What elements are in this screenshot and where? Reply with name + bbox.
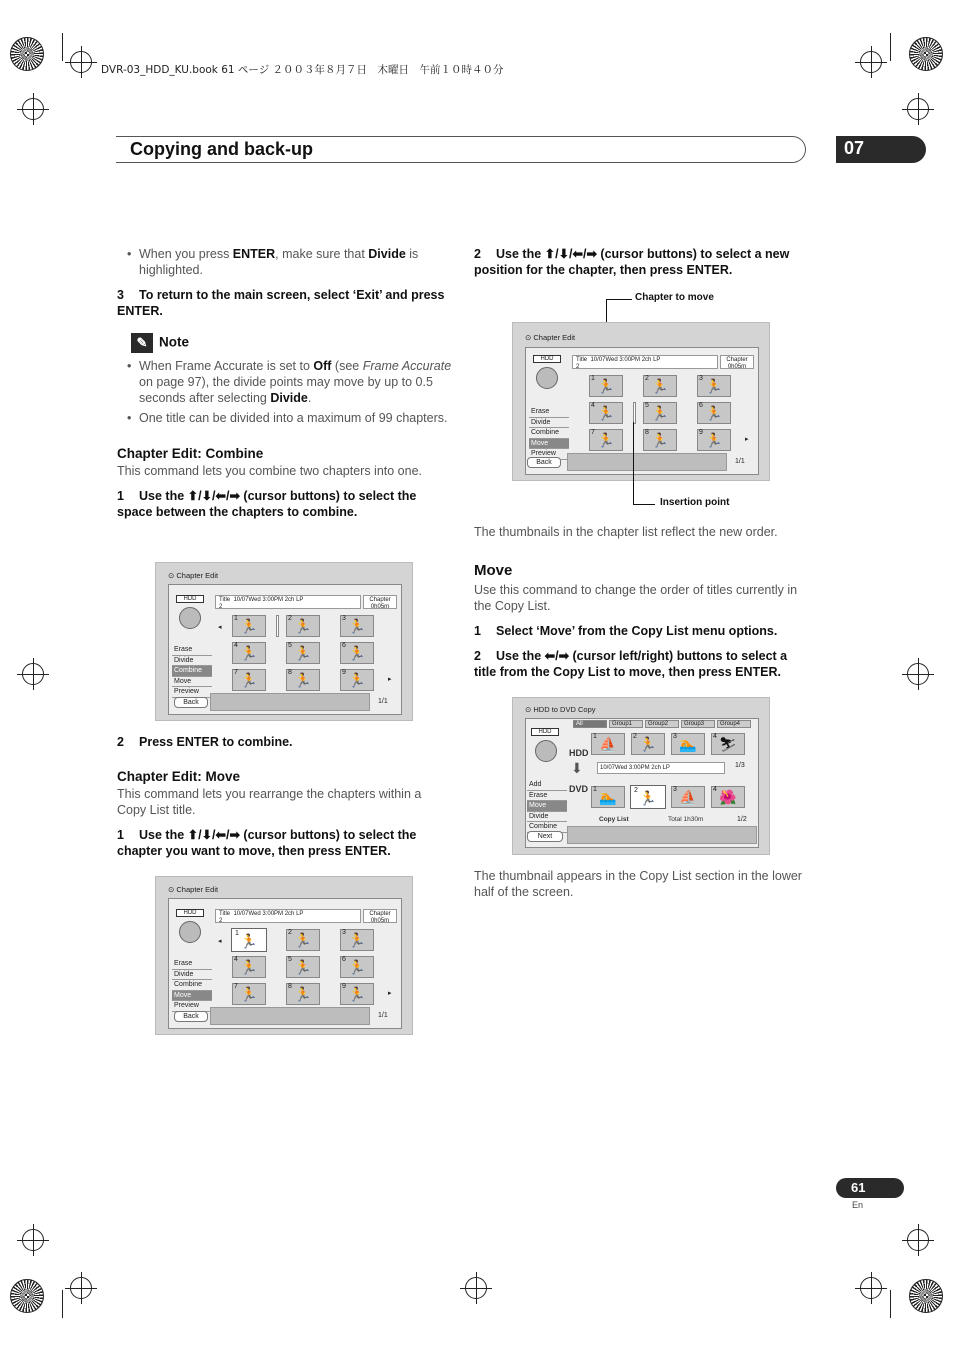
callout-chapter-to-move: Chapter to move [635, 292, 714, 303]
page-number: 61 [836, 1178, 904, 1198]
chapter-thumb[interactable]: 3 🏃 [340, 615, 374, 637]
chapter-number-tab: 07 [836, 136, 926, 163]
chapter-thumb[interactable]: 8 🏃 [286, 983, 320, 1005]
back-button[interactable]: Back [174, 1011, 208, 1022]
chapter-edit-screen-insert [512, 322, 770, 481]
page-bottom-indicator: 1/2 [737, 816, 747, 823]
chapter-thumb[interactable]: 8 🏃 [643, 429, 677, 451]
page-indicator: 1/1 [735, 458, 745, 465]
crosshair-mark [465, 1277, 487, 1299]
menu-preview[interactable]: Preview [529, 449, 569, 460]
menu-combine[interactable]: Combine [172, 666, 212, 677]
chapter-thumb[interactable]: 9 🏃 [697, 429, 731, 451]
hdd-logo: HDD [176, 595, 204, 603]
crop-line [62, 1290, 63, 1318]
move-heading: Move [474, 562, 513, 579]
crosshair-mark [70, 1277, 92, 1299]
hdd-label: HDD [569, 748, 589, 758]
left-column [117, 246, 452, 520]
menu-move[interactable]: Move [172, 991, 212, 1002]
section-title: Copying and back-up [130, 139, 314, 159]
back-button[interactable]: Back [174, 697, 208, 708]
insertion-cursor [633, 402, 636, 424]
step-3-exit: 3 To return to the main screen, select ‘Exit’ and press ENTER. [117, 288, 445, 318]
status-bar [210, 1007, 370, 1025]
menu-erase[interactable]: Erase [529, 407, 569, 418]
chapter-edit-screen-combine [155, 562, 413, 721]
callout-line [633, 504, 655, 505]
back-button[interactable]: Back [527, 457, 561, 468]
callout-line [606, 299, 632, 300]
crosshair-mark [22, 1229, 44, 1251]
title-info-box: Title 10/07Wed 3:00PM 2ch LP 2 [215, 909, 361, 923]
status-bar [567, 453, 727, 471]
chapter-thumb[interactable]: 9 🏃 [340, 669, 374, 691]
chapter-thumb[interactable]: 6 🏃 [697, 402, 731, 424]
chapter-thumb[interactable]: 3 🏃 [340, 929, 374, 951]
move-section [117, 769, 452, 859]
title-info-box: Title 10/07Wed 3:00PM 2ch LP 2 [215, 595, 361, 609]
note-pencil-icon: ✎ [131, 333, 153, 353]
print-header: DVR-03_HDD_KU.book 61 ページ ２００３年８月７日 木曜日 午前１０時４０分 [101, 64, 504, 76]
combine-cursor [276, 615, 279, 637]
section-title-bar [116, 136, 806, 163]
copylist-thumb[interactable]: 4 🌺 [711, 786, 745, 808]
crosshair-mark [22, 663, 44, 685]
page-language: En [852, 1200, 864, 1210]
menu-divide[interactable]: Divide [529, 418, 569, 429]
title-thumb[interactable]: 1 ⛵ [591, 733, 625, 755]
down-arrow-icon: ⬇ [571, 760, 583, 776]
menu-erase[interactable]: Erase [172, 959, 212, 970]
crosshair-mark [907, 1229, 929, 1251]
hdd-to-dvd-copy-screen [512, 697, 770, 855]
chapter-thumb[interactable]: 4 🏃 [232, 642, 266, 664]
crop-line [890, 1290, 891, 1318]
hdd-logo: HDD [531, 728, 559, 736]
crosshair-mark [22, 98, 44, 120]
chapter-thumb[interactable]: 2 🏃 [643, 375, 677, 397]
chapter-thumb[interactable]: 4 🏃 [232, 956, 266, 978]
title-thumb[interactable]: 2 🏃 [631, 733, 665, 755]
crop-line [890, 33, 891, 61]
combine-heading: Chapter Edit: Combine [117, 446, 264, 461]
chapter-thumb[interactable]: 7 🏃 [589, 429, 623, 451]
copy-info-box: 10/07Wed 3:00PM 2ch LP [597, 762, 725, 774]
chapter-move-step-1: 1 Use the ⬆/⬇/⬅/➡ (cursor buttons) to select the chapter you want to move, then press ENTER. [117, 828, 417, 858]
registration-sun-tr [909, 37, 943, 71]
note-bullet-1: • When Frame Accurate is set to Off (see Frame Accurate on page 97), the divide points may move by up to 0.5 seconds after selecting Divide. [117, 358, 452, 406]
combine-step-2: 2 Press ENTER to combine. [117, 735, 293, 749]
dvd-label: DVD [569, 784, 589, 794]
chapter-info-box: Chapter 0h05m [363, 595, 397, 609]
menu-divide[interactable]: Divide [527, 812, 567, 823]
thumbnails-reorder-text: The thumbnails in the chapter list reflect the new order. [474, 525, 778, 539]
chapter-thumb[interactable]: 7 🏃 [232, 669, 266, 691]
title-thumb[interactable]: 3 🏊 [671, 733, 705, 755]
chapter-thumb[interactable]: 5 🏃 [286, 642, 320, 664]
move-description: Use this command to change the order of titles currently in the Copy List. [474, 583, 798, 613]
right-arrow-icon[interactable]: ▸ [388, 676, 392, 683]
next-button[interactable]: Next [527, 831, 563, 842]
tab-group1[interactable]: Group1 [609, 720, 643, 728]
move-step-2: 2 Use the ⬆/⬇/⬅/➡ (cursor buttons) to select a new position for the chapter, then press ENTER. [474, 247, 790, 277]
page-top-indicator: 1/3 [735, 762, 745, 769]
registration-sun-tl [10, 37, 44, 71]
chapter-info-box: Chapter 0h05m [363, 909, 397, 923]
screen-title: ⊙ Chapter Edit [525, 333, 576, 342]
crosshair-mark [860, 51, 882, 73]
menu-erase[interactable]: Erase [172, 645, 212, 656]
title-thumb[interactable]: 4 ⛷ [711, 733, 745, 755]
chapter-thumb[interactable]: 9 🏃 [340, 983, 374, 1005]
chapter-info-box: Chapter 0h05m [720, 355, 754, 369]
menu-move[interactable]: Move [529, 439, 569, 450]
chapter-thumb[interactable]: 5 🏃 [286, 956, 320, 978]
edit-menu [529, 407, 569, 460]
status-bar [567, 826, 757, 844]
hdd-disc-icon [179, 921, 201, 943]
crosshair-mark [860, 1277, 882, 1299]
chapter-edit-screen-move [155, 876, 413, 1035]
hdd-disc-icon [535, 740, 557, 762]
hdd-disc-icon [179, 607, 201, 629]
menu-divide[interactable]: Divide [172, 656, 212, 667]
combine-description: This command lets you combine two chapters into one. [117, 464, 423, 478]
menu-erase[interactable]: Erase [527, 791, 567, 802]
menu-add[interactable]: Add [527, 780, 567, 791]
total-duration: Total 1h30m [668, 816, 704, 823]
screen-title: ⊙ HDD to DVD Copy [525, 705, 596, 714]
screen-title: ⊙ Chapter Edit [168, 885, 219, 894]
callout-insertion-point: Insertion point [660, 497, 730, 508]
right-arrow-icon[interactable]: ▸ [745, 436, 749, 443]
copy-list-label: Copy List [599, 816, 629, 823]
page-indicator: 1/1 [378, 698, 388, 705]
hdd-logo: HDD [533, 355, 561, 363]
menu-combine[interactable]: Combine [172, 980, 212, 991]
chapter-move-description: This command lets you rearrange the chapters within a Copy List title. [117, 787, 422, 817]
screen-title: ⊙ Chapter Edit [168, 571, 219, 580]
copy-menu [527, 780, 567, 833]
copylist-thumb-selected[interactable]: 2 🏃 [631, 786, 665, 808]
crosshair-mark [907, 663, 929, 685]
registration-sun-bl [10, 1279, 44, 1313]
menu-divide[interactable]: Divide [172, 970, 212, 981]
menu-move[interactable]: Move [172, 677, 212, 688]
chapter-thumb[interactable]: 2 🏃 [286, 929, 320, 951]
callout-line [633, 422, 634, 504]
note-heading: ✎ Note [131, 333, 452, 353]
status-bar [210, 693, 370, 711]
chapter-thumb-selected[interactable]: 1 🏃 [232, 929, 266, 951]
chapter-thumb[interactable]: 5 🏃 [643, 402, 677, 424]
chapter-thumb[interactable]: 6 🏃 [340, 642, 374, 664]
chapter-thumb[interactable]: 8 🏃 [286, 669, 320, 691]
disc-icon: ⊙ [168, 571, 175, 580]
move-title-step-2: 2 Use the ⬅/➡ (cursor left/right) buttons to select a title from the Copy List to move, then press ENTER. [474, 649, 788, 679]
divide-bullet: • When you press ENTER, make sure that Divide is highlighted. [117, 246, 452, 278]
tab-group4[interactable]: Group4 [717, 720, 751, 728]
title-info-box: Title 10/07Wed 3:00PM 2ch LP 2 [572, 355, 718, 369]
chapter-thumb[interactable]: 1 🏃 [232, 615, 266, 637]
disc-icon: ⊙ [525, 705, 532, 714]
chapter-thumb[interactable]: 3 🏃 [697, 375, 731, 397]
crosshair-mark [70, 51, 92, 73]
menu-preview[interactable]: Preview [172, 1001, 212, 1012]
copylist-thumb[interactable]: 3 ⛵ [671, 786, 705, 808]
left-arrow-icon[interactable]: ◂ [218, 624, 222, 631]
crosshair-mark [907, 98, 929, 120]
chapter-thumb[interactable]: 2 🏃 [286, 615, 320, 637]
move-title-section [474, 562, 810, 680]
right-arrow-icon[interactable]: ▸ [388, 990, 392, 997]
menu-combine[interactable]: Combine [527, 822, 567, 833]
copylist-thumb[interactable]: 1 🏊 [591, 786, 625, 808]
page-indicator: 1/1 [378, 1012, 388, 1019]
tab-all[interactable]: All [573, 720, 607, 728]
crop-line [62, 33, 63, 61]
disc-icon: ⊙ [168, 885, 175, 894]
disc-icon: ⊙ [525, 333, 532, 342]
chapter-thumb[interactable]: 7 🏃 [232, 983, 266, 1005]
note-bullet-2: • One title can be divided into a maximum of 99 chapters. [117, 410, 452, 426]
tab-group2[interactable]: Group2 [645, 720, 679, 728]
chapter-thumb[interactable]: 1 🏃 [589, 375, 623, 397]
menu-preview[interactable]: Preview [172, 687, 212, 698]
move-title-step-1: 1 Select ‘Move’ from the Copy List menu options. [474, 624, 778, 638]
edit-menu [172, 645, 212, 698]
thumbnail-copylist-text: The thumbnail appears in the Copy List section in the lower half of the screen. [474, 869, 802, 899]
menu-move[interactable]: Move [527, 801, 567, 812]
menu-combine[interactable]: Combine [529, 428, 569, 439]
hdd-disc-icon [536, 367, 558, 389]
tab-group3[interactable]: Group3 [681, 720, 715, 728]
registration-sun-br [909, 1279, 943, 1313]
edit-menu [172, 959, 212, 1012]
chapter-move-heading: Chapter Edit: Move [117, 769, 241, 784]
chapter-thumb[interactable]: 6 🏃 [340, 956, 374, 978]
combine-step-1: 1 Use the ⬆/⬇/⬅/➡ (cursor buttons) to select the space between the chapters to combine. [117, 489, 417, 519]
hdd-logo: HDD [176, 909, 204, 917]
left-arrow-icon[interactable]: ◂ [218, 938, 222, 945]
chapter-thumb[interactable]: 4 🏃 [589, 402, 623, 424]
